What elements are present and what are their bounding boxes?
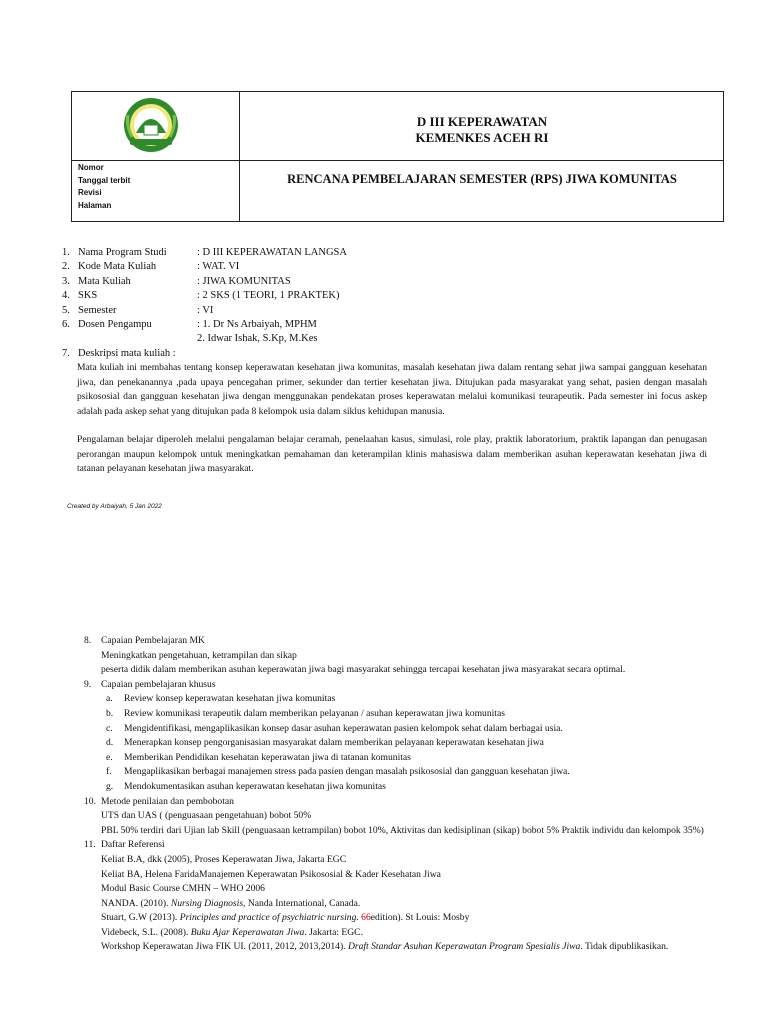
info-label [78,332,197,346]
section-10-heading [84,795,709,810]
info-label: Kode Mata Kuliah [78,261,157,273]
meta-tanggal-terbit: Tanggal terbit [78,175,131,185]
list-text: Review konsep keperawatan kesehatan jiwa komunitas [124,693,336,705]
info-label: Mata Kuliah [78,275,131,287]
document-meta [78,162,130,212]
reference-edition: 66 [361,912,371,924]
reference-text: Workshop Keperawatan Jiwa FIK UI. (2011, 2012, 2013,2014). [101,941,348,953]
list-text: Mendokumentasikan asuhan keperawatan kesehatan jiwa komunitas [124,780,386,792]
list-letter: c. [106,722,113,734]
meta-halaman: Halaman [78,200,112,210]
reference-text: edition). St Louis: Mosby [370,912,470,924]
list-letter: g. [106,780,114,792]
list-text: Memberikan Pendidikan kesehatan keperawatan jiwa di tatanan komunitas [124,751,411,763]
reference-4 [84,897,709,912]
created-note: Created by Arbaiyah, 5 Jan 2022 [67,503,162,510]
description-paragraph-1: Mata kuliah ini membahas tentang konsep keperawatan kesehatan jiwa komunitas, masalah kesehatan jiwa dalam rentang sehat jiwa sampai gangguan kesehatan jiwa, dan penekanannya ,pada upaya pencegahan primer, sekunder dan tertier kesehatan jiwa. Ditujukan pada masyarakat yang sehat, pasien dengan masalah psikososial dan gangguan kesehatan jiwa dengan menggunakan pendekatan proses keperawatan melalui komunikasi teurapeutik. Pada semester ini focus askep adalah pada askep sehat yang ditujukan pada 8 kelompok usia dalam siklus kehidupan manusia. [77,362,707,417]
info-value: : D III KEPERAWATAN LANGSA [197,247,347,258]
meta-revisi: Revisi [78,188,102,197]
document-title: RENCANA PEMBELAJARAN SEMESTER (RPS) JIWA KOMUNITAS [287,172,677,186]
reference-text: , Nanda International, Canada. [243,897,361,909]
info-label: Nama Program Studi [78,247,167,258]
info-label: SKS [78,290,98,302]
section-10-line-1: UTS dan UAS ( (penguasaan pengetahuan) bobot 50% [101,810,312,822]
info-value: : 1. Dr Ns Arbaiyah, MPHM [197,319,317,331]
list-letter: e. [106,751,113,763]
info-num: 5. [62,304,70,316]
section-8-line-2: peserta didik dalam memberikan asuhan keperawatan jiwa bagi masyarakat sehingga tercapai kesehatan jiwa masyarakat secara optimal. [101,664,626,676]
section-11-heading [84,838,709,853]
reference-2: Keliat BA, Helena FaridaManajemen Keperawatan Psikososial & Kader Kesehatan Jiwa [101,868,441,880]
description-paragraph-2: Pengalaman belajar diperoleh melalui pengalaman belajar ceramah, penelaahan kasus, simulasi, role play, praktik laboratorium, praktik lapangan dan penugasan perorangan maupun kelompok untuk meningkatkan pemahaman dan keterampilan klinis mahasiswa dalam memberikan asuhan keperawatan kesehatan jiwa di tatanan pelayanan kesehatan jiwa masyarakat. [77,434,707,474]
section-title: Capaian pembelajaran khusus [101,678,216,690]
list-letter: b. [106,707,114,719]
info-num: 3. [62,275,70,287]
info-label: Deskripsi mata kuliah : [78,347,176,359]
info-num: 4. [62,290,70,302]
meta-nomor: Nomor [78,163,104,172]
list-text: Review komunikasi terapeutik dalam memberikan pelayanan / asuhan keperawatan jiwa komunitas [124,707,505,719]
info-value: 2. Idwar Ishak, S.Kp, M.Kes [197,333,318,345]
section-10-line-2: PBL 50% terdiri dari Ujian lab Skill (penguasaan ketrampilan) bobot 10%, Aktivitas dan kedisiplinan (sikap) bobot 5% Praktik individu dan kelompok 35%) [101,824,704,836]
list-text: Mengaplikasikan berbagai manajemen stress pada pasien dengan masalah psikososial dan gangguan kesehatan jiwa. [124,766,570,778]
list-letter: d. [106,737,114,749]
section-title: Daftar Referensi [101,839,165,851]
info-row [62,260,347,274]
info-row [62,289,347,303]
reference-title: Buku Ajar Keperawatan Jiwa [190,926,305,938]
sections-8-11 [84,634,709,955]
info-num: 1. [62,247,70,258]
reference-title: Draft Standar Asuhan Keperawatan Program Spesialis Jiwa [347,941,581,953]
info-num: 2. [62,261,70,273]
reference-1: Keliat B.A, dkk (2005), Proses Keperawatan Jiwa, Jakarta EGC [101,853,347,865]
list-item [84,765,709,780]
institution-name [240,114,724,146]
reference-6 [84,926,709,941]
header-table [71,91,724,222]
reference-text: Stuart, G.W (2013). [101,912,180,924]
section-num: 11. [84,839,96,851]
reference-text: . Jakarta: EGC. [304,926,363,938]
list-text: Menerapkan konsep pengorganisasian masyarakat dalam memberikan pelayanan keperawatan kesehatan jiwa [124,737,544,749]
section-num: 8. [84,635,92,646]
info-num: 6. [62,319,70,331]
info-row [62,304,347,318]
info-value: : 2 SKS (1 TEORI, 1 PRAKTEK) [197,290,340,302]
course-info-list [62,246,347,361]
info-label: Semester [78,304,117,316]
reference-7 [84,940,709,955]
info-row [62,318,347,332]
list-item [84,751,709,766]
header-divider-horizontal [72,160,723,161]
info-value: : JIWA KOMUNITAS [197,275,291,287]
info-num [62,332,78,346]
list-letter: f. [106,766,112,778]
section-title: Metode penilaian dan pembobotan [101,795,234,807]
reference-title: Nursing Diagnosis [170,897,244,909]
reference-3: Modul Basic Course CMHN – WHO 2006 [101,883,265,895]
list-text: Mengidentifikasi, mengaplikasikan konsep dasar asuhan keperawatan pasien kelompok sehat dalam berbagai usia. [124,722,563,734]
section-8-line-1: Meningkatkan pengetahuan, ketrampilan dan sikap [101,649,297,661]
info-label: Dosen Pengampu [78,319,152,331]
reference-text: . Tidak dipublikasikan. [580,941,669,953]
info-row [62,275,347,289]
list-item [84,722,709,737]
info-row [62,332,347,346]
institution-line-1: D III KEPERAWATAN [416,114,548,129]
section-title: Capaian Pembelajaran MK [101,635,205,646]
info-value: : VI [197,304,214,316]
list-item [84,692,709,707]
institution-line-2: KEMENKES ACEH RI [415,130,549,145]
info-num: 7. [62,347,70,359]
reference-text: NANDA. (2010). [101,897,171,909]
list-item [84,736,709,751]
section-8-heading [84,634,709,649]
list-item [84,780,709,795]
reference-5 [84,911,709,926]
info-row [62,347,347,361]
info-value: : WAT. VI [197,261,240,273]
list-letter: a. [106,693,113,705]
section-9-heading [84,678,709,693]
reference-text: Videbeck, S.L. (2008). [101,926,191,938]
institution-logo [122,95,180,155]
header-divider-vertical [239,92,240,221]
info-row [62,246,347,260]
list-item [84,707,709,722]
section-num: 9. [84,678,92,690]
reference-title: Principles and practice of psychiatric nursing. [179,912,362,924]
section-num: 10. [84,795,96,807]
